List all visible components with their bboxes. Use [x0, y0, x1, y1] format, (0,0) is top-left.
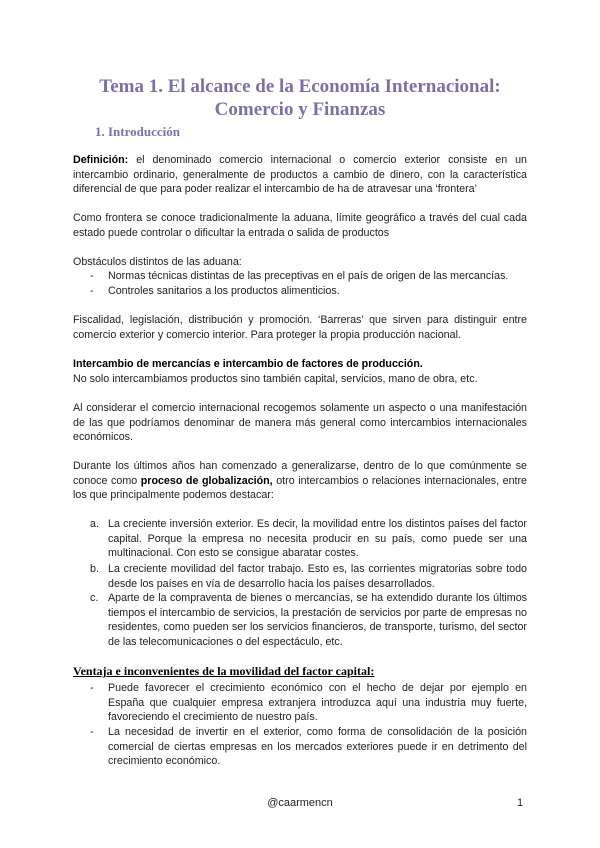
- fiscalidad-paragraph: Fiscalidad, legislación, distribución y promoción. ‘Barreras’ que sirven para distinguir entre comercio exterior y comercio interior. Para proteger la propia producción nacional.: [73, 314, 527, 341]
- list-item-text: Controles sanitarios a los productos alimenticios.: [108, 285, 340, 297]
- section-heading: 1. Introducción: [95, 124, 180, 139]
- list-marker: -: [90, 285, 94, 297]
- list-item-text: Normas técnicas distintas de las preceptivas en el país de origen de las mercancías.: [108, 270, 509, 282]
- page-number: 1: [517, 797, 524, 809]
- list-marker: -: [90, 270, 94, 282]
- intercambio-heading: Intercambio de mercancías e intercambio de factores de producción.: [73, 358, 423, 370]
- durante-paragraph: [73, 459, 527, 503]
- durante-text-post: otro intercambios o relaciones internacionales, entre los que principalmente podemos destacar:: [73, 474, 527, 501]
- list-marker: a.: [90, 518, 99, 530]
- definition-label: Definición:: [73, 154, 129, 166]
- list-item-text: Puede favorecer el crecimiento económico con el hecho de dejar por ejemplo en España que cualquier empresa extranjera introduzca aquí una industria muy fuerte, favoreciendo el crecimiento de nuestro país.: [108, 682, 527, 723]
- considerar-paragraph: Al considerar el comercio internacional recogemos solamente un aspecto o una manifestación de las que podríamos denominar de manera más general como intercambios internacionales económicos.: [73, 402, 527, 443]
- definition-text: el denominado comercio internacional o comercio exterior consiste en un intercambio ordinario, generalmente de productos a cambio de dinero, con la característica diferencial de que para poder realizar el intercambio de ha de atravesar una ‘frontera’: [73, 154, 527, 195]
- ventaja-heading: Ventaja e inconvenientes de la movilidad del factor capital:: [73, 664, 375, 678]
- frontera-paragraph: Como frontera se conoce tradicionalmente la aduana, límite geográfico a través del cual cada estado puede controlar o dificultar la entrada o salida de productos: [73, 212, 527, 239]
- list-item-text: La necesidad de invertir en el exterior, como forma de consolidación de la posición comercial de ciertas empresas en los mercados exteriores puede ir en detrimento del crecimiento económico.: [108, 726, 527, 767]
- list-marker: -: [90, 682, 94, 694]
- list-marker: c.: [90, 592, 99, 604]
- globalizacion-bold: proceso de globalización,: [140, 474, 273, 487]
- list-item-text: Aparte de la compraventa de bienes o mercancías, se ha extendido durante los últimos tiempos el intercambio de servicios, la prestación de servicios por parte de empresas no residentes, como pueden ser los servicios financieros, de transporte, turismo, del sector de las telecomunicaciones o del espectáculo, etc.: [108, 592, 527, 648]
- durante-text-pre: Durante los últimos años han comenzado a generalizarse, dentro de lo que comúnmente se conoce como: [73, 460, 527, 487]
- document-title-line-1: Tema 1. El alcance de la Economía Internacional:: [99, 76, 501, 97]
- list-marker: b.: [90, 563, 99, 575]
- list-marker: -: [90, 726, 94, 738]
- document-title-line-2: Comercio y Finanzas: [214, 99, 386, 120]
- obstacles-intro: Obstáculos distintos de las aduana:: [73, 256, 242, 268]
- list-item-text: La creciente movilidad del factor trabajo. Esto es, las corrientes migratorias sobre todo desde los países en vía de desarrollo hacia los países desarrollados.: [108, 563, 527, 590]
- definition-paragraph: [73, 153, 527, 197]
- list-item-text: La creciente inversión exterior. Es decir, la movilidad entre los distintos países del factor capital. Porque la empresa no necesita producir en su país, como puede ser una multinacional. Con esto se consigue abaratar costes.: [108, 518, 527, 559]
- intercambio-paragraph: [73, 357, 527, 386]
- intercambio-text: No solo intercambiamos productos sino también capital, servicios, mano de obra, etc.: [73, 372, 478, 385]
- page-footer: @caarmencn: [267, 797, 333, 809]
